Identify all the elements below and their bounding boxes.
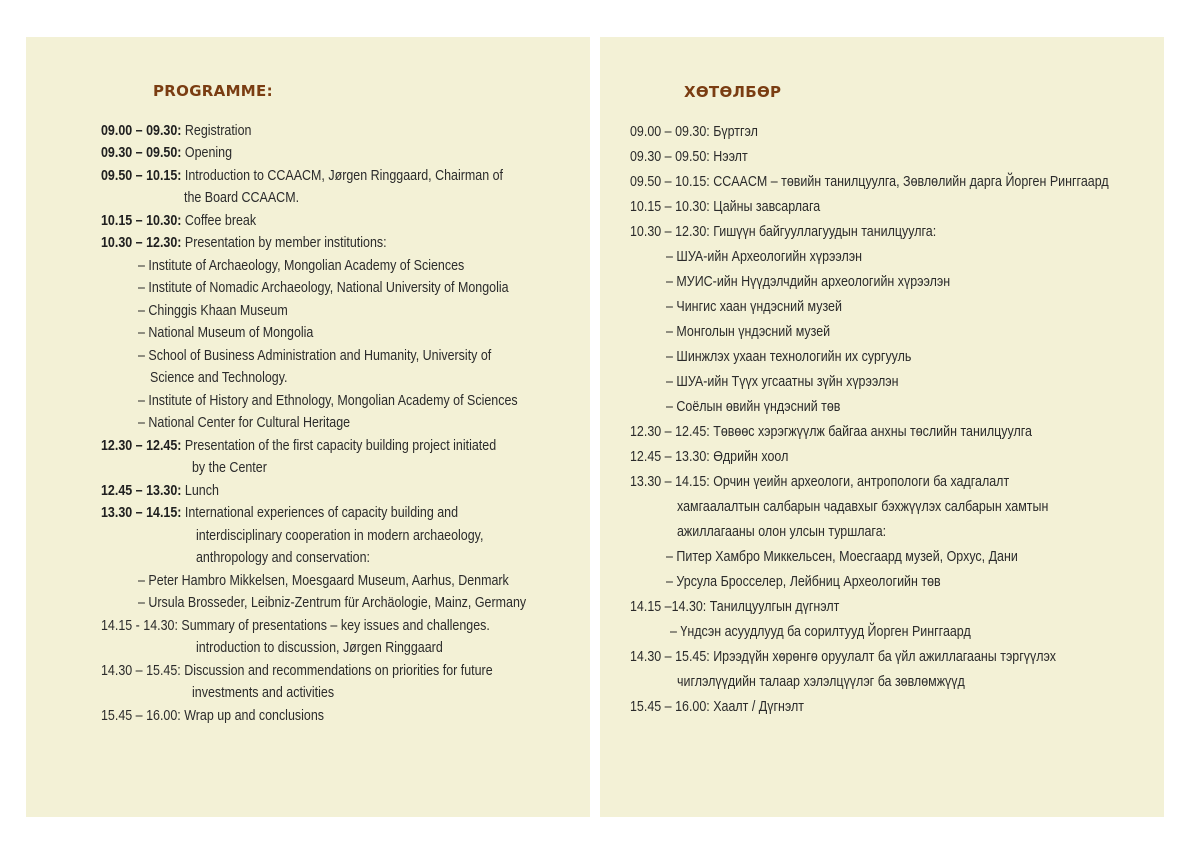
line-text: by the Center <box>192 460 267 476</box>
programme-mn-line <box>630 473 1009 491</box>
programme-mn-line <box>666 373 898 391</box>
line-text: – National Museum of Mongolia <box>138 325 314 341</box>
line-text: Presentation of the first capacity building project initiated <box>181 438 497 454</box>
line-text: – Монголын үндэсний музей <box>666 324 831 340</box>
line-text: хамгаалалтын салбарын чадавхыг бэхжүүлэх салбарын хамтын <box>677 499 1049 515</box>
line-text: 09.50 – 10.15: CCAACM – төвийн танилцуулга, Зөвлөлийн дарга Йорген Ринггаард <box>630 174 1109 190</box>
programme-line <box>101 144 232 162</box>
programme-line <box>192 684 334 702</box>
line-text: 10.15 – 10.30: Цайны завсарлага <box>630 199 821 215</box>
line-text: 14.30 – 15.45: Discussion and recommendations on priorities for future <box>101 663 493 679</box>
line-text: 09.30 – 09.50: Нээлт <box>630 149 748 165</box>
line-text: introduction to discussion, Jørgen Ringgaard <box>196 640 443 656</box>
programme-line <box>101 234 387 252</box>
line-text: Coffee break <box>181 213 257 229</box>
time-range: 10.15 – 10.30: <box>101 213 182 229</box>
line-text: – ШУА-ийн Түүх угсаатны зүйн хүрээлэн <box>666 374 899 390</box>
programme-line <box>138 302 288 320</box>
programme-line <box>101 662 493 680</box>
line-text: – National Center for Cultural Heritage <box>138 415 351 431</box>
programme-mn-line <box>630 448 788 466</box>
programme-mn-line <box>630 648 1056 666</box>
english-programme-panel <box>26 37 590 817</box>
time-range: 12.30 – 12.45: <box>101 438 182 454</box>
programme-mn-line <box>666 398 840 416</box>
line-text: Lunch <box>181 483 219 499</box>
programme-line <box>138 347 491 365</box>
line-text: 14.15 - 14.30: Summary of presentations – key issues and challenges. <box>101 618 490 634</box>
programme-mn-line <box>666 573 941 591</box>
line-text: Introduction to CCAACM, Jørgen Ringgaard, Chairman of <box>181 168 504 184</box>
programme-line <box>138 392 518 410</box>
programme-line <box>184 189 299 207</box>
programme-line <box>101 482 219 500</box>
programme-mn-line <box>630 198 820 216</box>
programme-heading-mn: ХӨТӨЛБӨР <box>684 83 782 101</box>
programme-line <box>150 369 288 387</box>
line-text: 15.45 – 16.00: Хаалт / Дүгнэлт <box>630 699 804 715</box>
line-text: – Chinggis Khaan Museum <box>138 303 288 319</box>
line-text: 10.30 – 12.30: Гишүүн байгууллагуудын танилцуулга: <box>630 224 937 240</box>
line-text: – Institute of Nomadic Archaeology, National University of Mongolia <box>138 280 509 296</box>
programme-heading: PROGRAMME: <box>153 82 273 100</box>
programme-mn-line <box>666 298 842 316</box>
line-text: the Board CCAACM. <box>184 190 300 206</box>
programme-mn-line <box>677 673 965 691</box>
programme-line <box>101 122 251 140</box>
line-text: Science and Technology. <box>150 370 288 386</box>
programme-mn-line <box>666 323 830 341</box>
programme-line <box>196 549 370 567</box>
line-text: – Үндсэн асуудлууд ба сорилтууд Йорген Ринггаард <box>670 624 971 640</box>
line-text: – Institute of Archaeology, Mongolian Academy of Sciences <box>138 258 465 274</box>
programme-line <box>138 414 350 432</box>
programme-mn-line <box>666 348 911 366</box>
programme-line <box>101 167 503 185</box>
line-text: investments and activities <box>192 685 335 701</box>
line-text: Presentation by member institutions: <box>181 235 387 251</box>
programme-mn-line <box>666 548 1018 566</box>
mongolian-programme-panel <box>600 37 1164 817</box>
line-text: 12.45 – 13.30: Өдрийн хоол <box>630 449 789 465</box>
programme-line <box>101 437 496 455</box>
programme-mn-line <box>670 623 971 641</box>
time-range: 13.30 – 14.15: <box>101 505 182 521</box>
time-range: 09.50 – 10.15: <box>101 168 182 184</box>
programme-line <box>196 527 483 545</box>
line-text: anthropology and conservation: <box>196 550 371 566</box>
line-text: interdisciplinary cooperation in modern archaeology, <box>196 528 484 544</box>
line-text: – Ursula Brosseder, Leibniz-Zentrum für Archäologie, Mainz, Germany <box>138 595 527 611</box>
time-range: 10.30 – 12.30: <box>101 235 182 251</box>
line-text: – Institute of History and Ethnology, Mongolian Academy of Sciences <box>138 393 518 409</box>
programme-line <box>196 639 443 657</box>
programme-line <box>138 257 464 275</box>
programme-mn-line <box>630 698 804 716</box>
programme-mn-line <box>630 423 1032 441</box>
programme-line <box>138 594 526 612</box>
programme-mn-line <box>677 523 886 541</box>
line-text: – МУИС-ийн Нүүдэлчдийн археологийн хүрээлэн <box>666 274 951 290</box>
line-text: – Шинжлэх ухаан технологийн их сургууль <box>666 349 912 365</box>
time-range: 12.45 – 13.30: <box>101 483 182 499</box>
programme-line <box>101 707 324 725</box>
line-text: – Соёлын өвийн үндэсний төв <box>666 399 841 415</box>
programme-mn-line <box>666 273 950 291</box>
programme-mn-line <box>630 123 758 141</box>
time-range: 09.30 – 09.50: <box>101 145 182 161</box>
line-text: International experiences of capacity building and <box>181 505 459 521</box>
line-text: 13.30 – 14.15: Орчин үеийн археологи, антропологи ба хадгалалт <box>630 474 1010 490</box>
line-text: 15.45 – 16.00: Wrap up and conclusions <box>101 708 325 724</box>
time-range: 09.00 – 09.30: <box>101 123 182 139</box>
line-text: – Чингис хаан үндэсний музей <box>666 299 842 315</box>
programme-line <box>192 459 267 477</box>
line-text: 14.15 –14.30: Танилцуулгын дүгнэлт <box>630 599 840 615</box>
line-text: – Урсула Бросселер, Лейбниц Археологийн төв <box>666 574 941 590</box>
programme-line <box>138 572 509 590</box>
programme-mn-line <box>630 173 1109 191</box>
programme-mn-line <box>677 498 1048 516</box>
line-text: – ШУА-ийн Археологийн хүрээлэн <box>666 249 863 265</box>
programme-line <box>138 324 313 342</box>
line-text: – Peter Hambro Mikkelsen, Moesgaard Museum, Aarhus, Denmark <box>138 573 509 589</box>
line-text: Opening <box>181 145 233 161</box>
programme-line <box>138 279 509 297</box>
line-text: чиглэлүүдийн талаар хэлэлцүүлэг ба зөвлөмжүүд <box>677 674 965 690</box>
programme-line <box>101 212 256 230</box>
programme-mn-line <box>630 223 936 241</box>
programme-line <box>101 617 490 635</box>
programme-line <box>101 504 458 522</box>
programme-mn-line <box>666 248 862 266</box>
line-text: ажиллагааны олон улсын туршлага: <box>677 524 887 540</box>
line-text: 12.30 – 12.45: Төвөөс хэрэгжүүлж байгаа анхны төслийн танилцуулга <box>630 424 1032 440</box>
line-text: 09.00 – 09.30: Бүртгэл <box>630 124 758 140</box>
programme-mn-line <box>630 598 839 616</box>
line-text: – Питер Хамбро Миккельсен, Моесгаард музей, Орхус, Дани <box>666 549 1018 565</box>
line-text: – School of Business Administration and Humanity, University of <box>138 348 492 364</box>
programme-mn-line <box>630 148 748 166</box>
line-text: 14.30 – 15.45: Ирээдүйн хөрөнгө оруулалт ба үйл ажиллагааны тэргүүлэх <box>630 649 1056 665</box>
line-text: Registration <box>181 123 252 139</box>
